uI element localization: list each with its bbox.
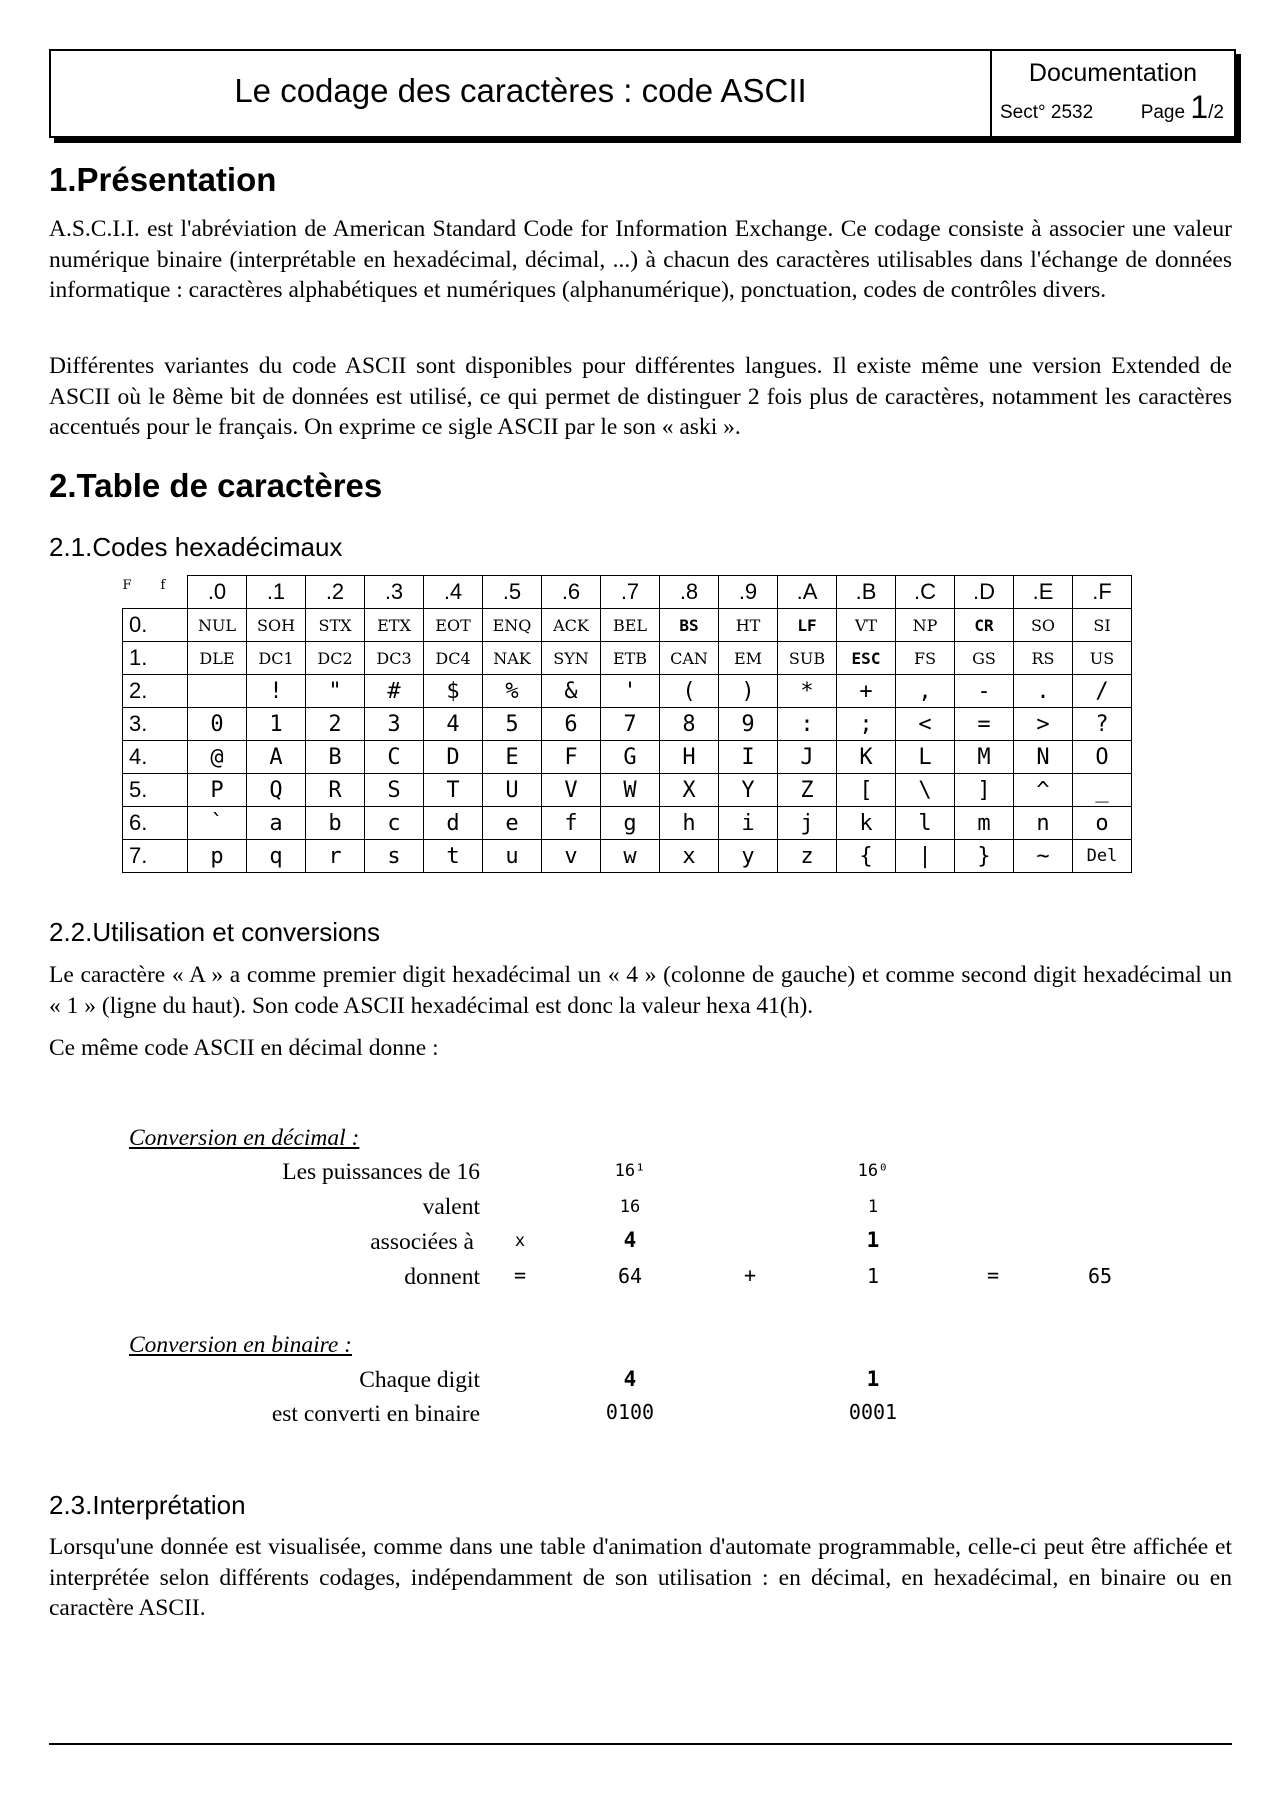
value-1: 1 — [867, 1197, 879, 1217]
table-cell: # — [365, 675, 424, 708]
table-cell: U — [483, 774, 542, 807]
equals-sign: = — [513, 1263, 527, 1287]
corner-label-major: F — [122, 577, 132, 593]
row-header: 7. — [123, 840, 188, 873]
table-row — [123, 642, 1132, 675]
plus-sign: + — [743, 1263, 757, 1287]
digit-4-binary: 4 — [623, 1367, 637, 1391]
table-cell: q — [247, 840, 306, 873]
binary-0100: 0100 — [605, 1400, 655, 1424]
table-cell: LF — [778, 609, 837, 642]
header-meta — [992, 91, 1234, 124]
row-header: 0. — [123, 609, 188, 642]
table-row — [123, 774, 1132, 807]
column-header: .7 — [601, 576, 660, 609]
section-title-presentation: 1.Présentation — [49, 161, 277, 198]
table-cell: Q — [247, 774, 306, 807]
table-cell: } — [955, 840, 1014, 873]
table-cell: o — [1073, 807, 1132, 840]
table-cell: CAN — [660, 642, 719, 675]
column-header: .1 — [247, 576, 306, 609]
ascii-table — [122, 575, 1132, 873]
table-cell: T — [424, 774, 483, 807]
table-row — [123, 675, 1132, 708]
row-header: 6. — [123, 807, 188, 840]
column-header: .6 — [542, 576, 601, 609]
label-each-digit: Chaque digit — [359, 1367, 480, 1393]
table-cell: G — [601, 741, 660, 774]
table-cell: DC4 — [424, 642, 483, 675]
table-cell: = — [955, 708, 1014, 741]
ascii-table-body — [123, 609, 1132, 873]
label-converted-binary: est converti en binaire — [271, 1401, 480, 1427]
table-cell: { — [837, 840, 896, 873]
table-cell: HT — [719, 609, 778, 642]
table-cell: W — [601, 774, 660, 807]
table-cell: DC2 — [306, 642, 365, 675]
table-cell: J — [778, 741, 837, 774]
row-header: 3. — [123, 708, 188, 741]
table-cell: 3 — [365, 708, 424, 741]
label-powers: Les puissances de 16 — [282, 1159, 480, 1185]
table-cell: NAK — [483, 642, 542, 675]
column-header: .9 — [719, 576, 778, 609]
table-cell: % — [483, 675, 542, 708]
table-cell: v — [542, 840, 601, 873]
document-header — [49, 49, 1236, 138]
table-row — [123, 807, 1132, 840]
column-header: .2 — [306, 576, 365, 609]
table-cell: @ — [188, 741, 247, 774]
table-cell: DC3 — [365, 642, 424, 675]
digit-1-binary: 1 — [866, 1367, 880, 1391]
conversion-binary-title: Conversion en binaire : — [129, 1332, 352, 1358]
table-cell: ; — [837, 708, 896, 741]
table-cell: l — [896, 807, 955, 840]
table-cell: SYN — [542, 642, 601, 675]
times-sign: x — [514, 1231, 526, 1251]
paragraph-decimal-intro: Ce même code ASCII en décimal donne : — [49, 1035, 439, 1061]
table-cell: p — [188, 840, 247, 873]
table-cell: u — [483, 840, 542, 873]
table-cell: E — [483, 741, 542, 774]
paragraph-variants: Différentes variantes du code ASCII sont disponibles pour différentes langues. Il existe même une version Extended de ASCII où le 8ème bit de données est utilisé, ce qui permet de distinguer 2 fois plus de caractères, notamment les caractères accentués pour le français. On exprime ce sigle ASCII par le son « aski ». — [49, 353, 1232, 440]
table-cell: y — [719, 840, 778, 873]
table-cell: ] — [955, 774, 1014, 807]
conversion-decimal-title: Conversion en décimal : — [129, 1125, 360, 1151]
table-cell: X — [660, 774, 719, 807]
table-cell: P — [188, 774, 247, 807]
table-cell: R — [306, 774, 365, 807]
table-cell: . — [1014, 675, 1073, 708]
table-corner — [123, 576, 188, 609]
table-cell: c — [365, 807, 424, 840]
table-cell: STX — [306, 609, 365, 642]
table-cell: < — [896, 708, 955, 741]
table-cell: SO — [1014, 609, 1073, 642]
page-number: 1 — [1190, 89, 1209, 125]
column-header: .B — [837, 576, 896, 609]
power-16-0: 16⁰ — [857, 1161, 889, 1181]
table-cell: 7 — [601, 708, 660, 741]
column-header: .4 — [424, 576, 483, 609]
table-cell: 0 — [188, 708, 247, 741]
column-header: .F — [1073, 576, 1132, 609]
table-cell: [ — [837, 774, 896, 807]
table-cell: \ — [896, 774, 955, 807]
table-cell: / — [1073, 675, 1132, 708]
footer-rule — [49, 1743, 1232, 1745]
table-cell: VT — [837, 609, 896, 642]
subsection-interpretation: 2.3.Interprétation — [49, 1490, 246, 1520]
table-cell — [188, 675, 247, 708]
table-cell: FS — [896, 642, 955, 675]
column-header: .E — [1014, 576, 1073, 609]
table-cell: H — [660, 741, 719, 774]
table-cell: : — [778, 708, 837, 741]
table-cell: b — [306, 807, 365, 840]
subsection-usage: 2.2.Utilisation et conversions — [49, 917, 380, 947]
table-cell: & — [542, 675, 601, 708]
table-cell: BS — [660, 609, 719, 642]
row-header: 5. — [123, 774, 188, 807]
table-cell: ETX — [365, 609, 424, 642]
table-cell: 9 — [719, 708, 778, 741]
table-cell: h — [660, 807, 719, 840]
table-cell: $ — [424, 675, 483, 708]
table-cell: NUL — [188, 609, 247, 642]
table-cell: i — [719, 807, 778, 840]
paragraph-usage: Le caractère « A » a comme premier digit hexadécimal un « 4 » (colonne de gauche) et comme second digit hexadécimal un « 1 » (ligne du haut). Son code ASCII hexadécimal est donc la valeur hexa 41(h). — [49, 962, 1232, 1019]
table-cell: K — [837, 741, 896, 774]
table-cell: A — [247, 741, 306, 774]
table-cell: m — [955, 807, 1014, 840]
table-cell: e — [483, 807, 542, 840]
corner-label-minor: f — [160, 577, 166, 593]
row-header: 4. — [123, 741, 188, 774]
table-row — [123, 708, 1132, 741]
table-cell: n — [1014, 807, 1073, 840]
table-cell: ` — [188, 807, 247, 840]
table-cell: DLE — [188, 642, 247, 675]
table-cell: | — [896, 840, 955, 873]
table-cell: d — [424, 807, 483, 840]
table-cell: S — [365, 774, 424, 807]
table-cell: ' — [601, 675, 660, 708]
result-64: 64 — [617, 1264, 643, 1288]
table-cell: + — [837, 675, 896, 708]
table-cell: g — [601, 807, 660, 840]
table-cell: ! — [247, 675, 306, 708]
page-total: /2 — [1208, 102, 1224, 123]
label-values: valent — [422, 1194, 480, 1220]
column-header: .8 — [660, 576, 719, 609]
table-cell: 1 — [247, 708, 306, 741]
table-cell: DC1 — [247, 642, 306, 675]
table-cell: t — [424, 840, 483, 873]
table-cell: EM — [719, 642, 778, 675]
column-header: .C — [896, 576, 955, 609]
table-cell: r — [306, 840, 365, 873]
table-cell: ETB — [601, 642, 660, 675]
table-cell: SUB — [778, 642, 837, 675]
column-header: .3 — [365, 576, 424, 609]
result-total: 65 — [1087, 1264, 1113, 1288]
table-cell: SI — [1073, 609, 1132, 642]
table-cell: 6 — [542, 708, 601, 741]
header-info — [992, 51, 1234, 136]
table-cell: O — [1073, 741, 1132, 774]
table-cell: 8 — [660, 708, 719, 741]
table-cell: Y — [719, 774, 778, 807]
table-cell: ACK — [542, 609, 601, 642]
table-cell: EOT — [424, 609, 483, 642]
table-cell: f — [542, 807, 601, 840]
table-cell: * — [778, 675, 837, 708]
subsection-hex-codes: 2.1.Codes hexadécimaux — [49, 532, 343, 562]
table-cell: 2 — [306, 708, 365, 741]
table-cell: NP — [896, 609, 955, 642]
table-cell: > — [1014, 708, 1073, 741]
label-associated: associées à — [370, 1229, 474, 1255]
table-cell: 5 — [483, 708, 542, 741]
table-cell: ^ — [1014, 774, 1073, 807]
table-row — [123, 741, 1132, 774]
section-title-table: 2.Table de caractères — [49, 467, 383, 504]
table-cell: a — [247, 807, 306, 840]
value-16: 16 — [619, 1197, 641, 1217]
table-cell: B — [306, 741, 365, 774]
page-indicator — [1140, 89, 1224, 125]
binary-0001: 0001 — [848, 1400, 898, 1424]
paragraph-intro: A.S.C.I.I. est l'abréviation de American Standard Code for Information Exchange. Ce codage consiste à associer une valeur numérique binaire (interprétable en hexadécimal, décimal, ...) à chacun des caractères utilisables dans l'échange de données informatique : caractères alphabétiques et numériques (alphanumérique), ponctuation, codes de contrôles divers. — [49, 216, 1232, 303]
table-cell: _ — [1073, 774, 1132, 807]
table-cell: 4 — [424, 708, 483, 741]
table-cell: BEL — [601, 609, 660, 642]
table-cell: - — [955, 675, 1014, 708]
table-cell: x — [660, 840, 719, 873]
document-title: Le codage des caractères : code ASCII — [51, 51, 992, 136]
row-header: 2. — [123, 675, 188, 708]
digit-1-decimal: 1 — [866, 1228, 880, 1252]
table-cell: s — [365, 840, 424, 873]
row-header: 1. — [123, 642, 188, 675]
section-number: Sect° 2532 — [1000, 102, 1094, 123]
label-result: donnent — [404, 1264, 480, 1290]
table-cell: CR — [955, 609, 1014, 642]
table-cell: L — [896, 741, 955, 774]
table-cell: N — [1014, 741, 1073, 774]
table-cell: ? — [1073, 708, 1132, 741]
ascii-table-header-row — [123, 576, 1132, 609]
table-cell: ~ — [1014, 840, 1073, 873]
table-cell: Z — [778, 774, 837, 807]
table-cell: M — [955, 741, 1014, 774]
table-cell: z — [778, 840, 837, 873]
table-cell: F — [542, 741, 601, 774]
paragraph-interpretation: Lorsqu'une donnée est visualisée, comme dans une table d'animation d'automate programmable, celle-ci peut être affichée et interprétée selon différents codages, indépendamment de son utilisation : en décimal, en hexadécimal, en binaire ou en caractère ASCII. — [49, 1534, 1232, 1621]
table-cell: ESC — [837, 642, 896, 675]
table-cell: ( — [660, 675, 719, 708]
table-row — [123, 840, 1132, 873]
table-cell: k — [837, 807, 896, 840]
table-cell: ) — [719, 675, 778, 708]
result-1: 1 — [866, 1264, 880, 1288]
page-label: Page — [1140, 102, 1186, 123]
table-cell: RS — [1014, 642, 1073, 675]
table-cell: , — [896, 675, 955, 708]
table-cell: SOH — [247, 609, 306, 642]
equals-sign-total: = — [986, 1263, 1000, 1287]
table-cell: " — [306, 675, 365, 708]
column-header: .D — [955, 576, 1014, 609]
table-cell: US — [1073, 642, 1132, 675]
table-cell: GS — [955, 642, 1014, 675]
digit-4-decimal: 4 — [623, 1228, 637, 1252]
table-cell: Del — [1073, 840, 1132, 873]
table-row — [123, 609, 1132, 642]
table-cell: I — [719, 741, 778, 774]
table-cell: C — [365, 741, 424, 774]
table-cell: j — [778, 807, 837, 840]
doc-type-label: Documentation — [1028, 59, 1198, 87]
column-header: .A — [778, 576, 837, 609]
table-cell: D — [424, 741, 483, 774]
column-header: .0 — [188, 576, 247, 609]
table-cell: ENQ — [483, 609, 542, 642]
power-16-1: 16¹ — [614, 1161, 646, 1181]
table-cell: V — [542, 774, 601, 807]
column-header: .5 — [483, 576, 542, 609]
table-cell: w — [601, 840, 660, 873]
